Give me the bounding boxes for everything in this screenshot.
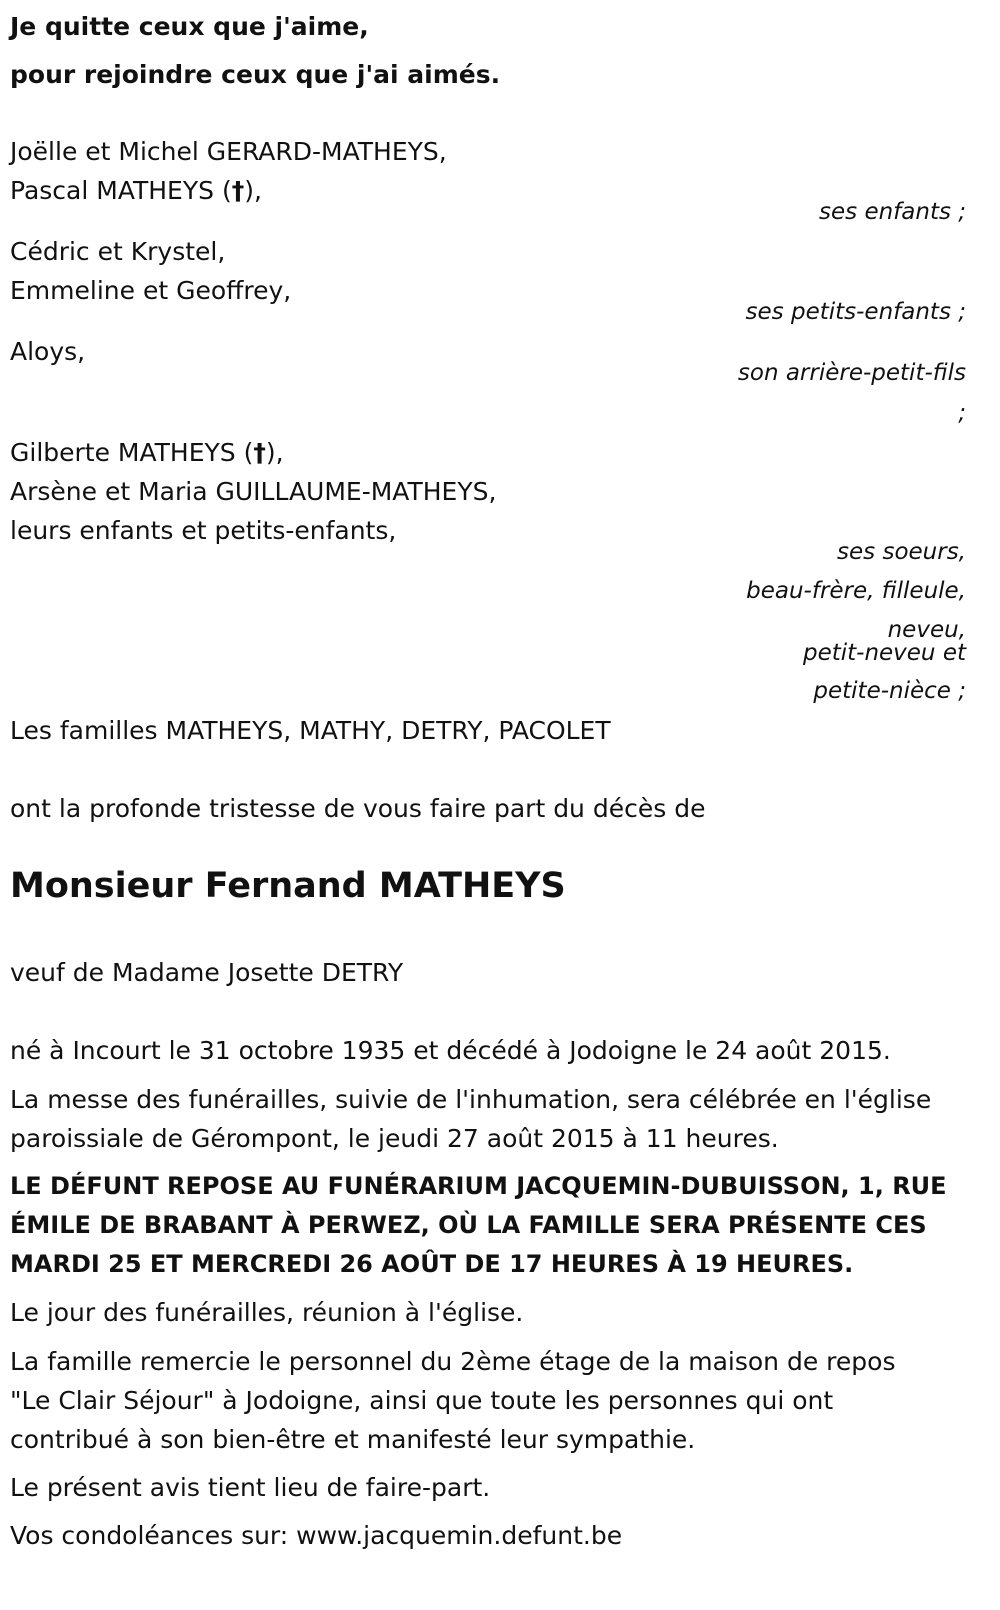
siblings-line-1-prefix: Gilberte MATHEYS ( [10,438,254,467]
families-line: Les familles MATHEYS, MATHY, DETRY, PACOLET [10,716,611,745]
cross-symbol: † [231,176,245,205]
grandchildren-line-1: Cédric et Krystel, [10,237,226,266]
siblings-line-1 [10,440,284,465]
epigraph-line-2: pour rejoindre ceux que j'ai aimés. [10,60,501,89]
cross-symbol: † [253,438,266,467]
funerarium-line-2: ÉMILE DE BRABANT À PERWEZ, OÙ LA FAMILLE SERA PRÉSENTE CES [10,1211,927,1239]
mass-line-2: paroissiale de Gérompont, le jeudi 27 août 2015 à 11 heures. [10,1124,779,1153]
role-siblings-1: ses soeurs, [837,539,966,565]
role-siblings-4: petit-neveu et [802,640,966,666]
role-great-grandchild-2: ; [958,400,966,426]
role-children: ses enfants ; [819,199,966,225]
widower-line: veuf de Madame Josette DETRY [10,958,404,987]
epigraph-line-1: Je quitte ceux que j'aime, [10,12,369,41]
role-grandchildren: ses petits-enfants ; [745,299,966,325]
children-line-2-suffix: ), [244,176,262,205]
grandchildren-line-2: Emmeline et Geoffrey, [10,276,292,305]
birth-death-line: né à Incourt le 31 octobre 1935 et décédé à Jodoigne le 24 août 2015. [10,1036,891,1065]
announcement-line: ont la profonde tristesse de vous faire part du décès de [10,794,706,823]
siblings-line-1-suffix: ), [265,438,284,467]
role-siblings-2: beau-frère, filleule, [746,578,966,604]
children-line-2 [10,178,262,203]
deceased-name: Monsieur Fernand MATHEYS [10,866,566,906]
funerarium-line-1: LE DÉFUNT REPOSE AU FUNÉRARIUM JACQUEMIN-DUBUISSON, 1, RUE [10,1172,947,1200]
great-grandchild-line-1: Aloys, [10,337,86,366]
condolences-line: Vos condoléances sur: www.jacquemin.defunt.be [10,1521,623,1550]
mass-line-1: La messe des funérailles, suivie de l'inhumation, sera célébrée en l'église [10,1085,932,1114]
meeting-line: Le jour des funérailles, réunion à l'église. [10,1298,524,1327]
role-siblings-5: petite-nièce ; [813,678,966,704]
thanks-line-1: La famille remercie le personnel du 2ème étage de la maison de repos [10,1347,896,1376]
role-siblings-3: neveu, [887,617,966,643]
notice-line: Le présent avis tient lieu de faire-part. [10,1473,491,1502]
siblings-line-3: leurs enfants et petits-enfants, [10,516,397,545]
thanks-line-3: contribué à son bien-être et manifesté leur sympathie. [10,1425,696,1454]
children-line-2-prefix: Pascal MATHEYS ( [10,176,232,205]
role-great-grandchild-1: son arrière-petit-fils [737,360,966,386]
siblings-line-2: Arsène et Maria GUILLAUME-MATHEYS, [10,477,497,506]
children-line-1: Joëlle et Michel GERARD-MATHEYS, [10,137,447,166]
funerarium-line-3: MARDI 25 ET MERCREDI 26 AOÛT DE 17 HEURES À 19 HEURES. [10,1250,854,1278]
thanks-line-2: "Le Clair Séjour" à Jodoigne, ainsi que toute les personnes qui ont [10,1386,834,1415]
